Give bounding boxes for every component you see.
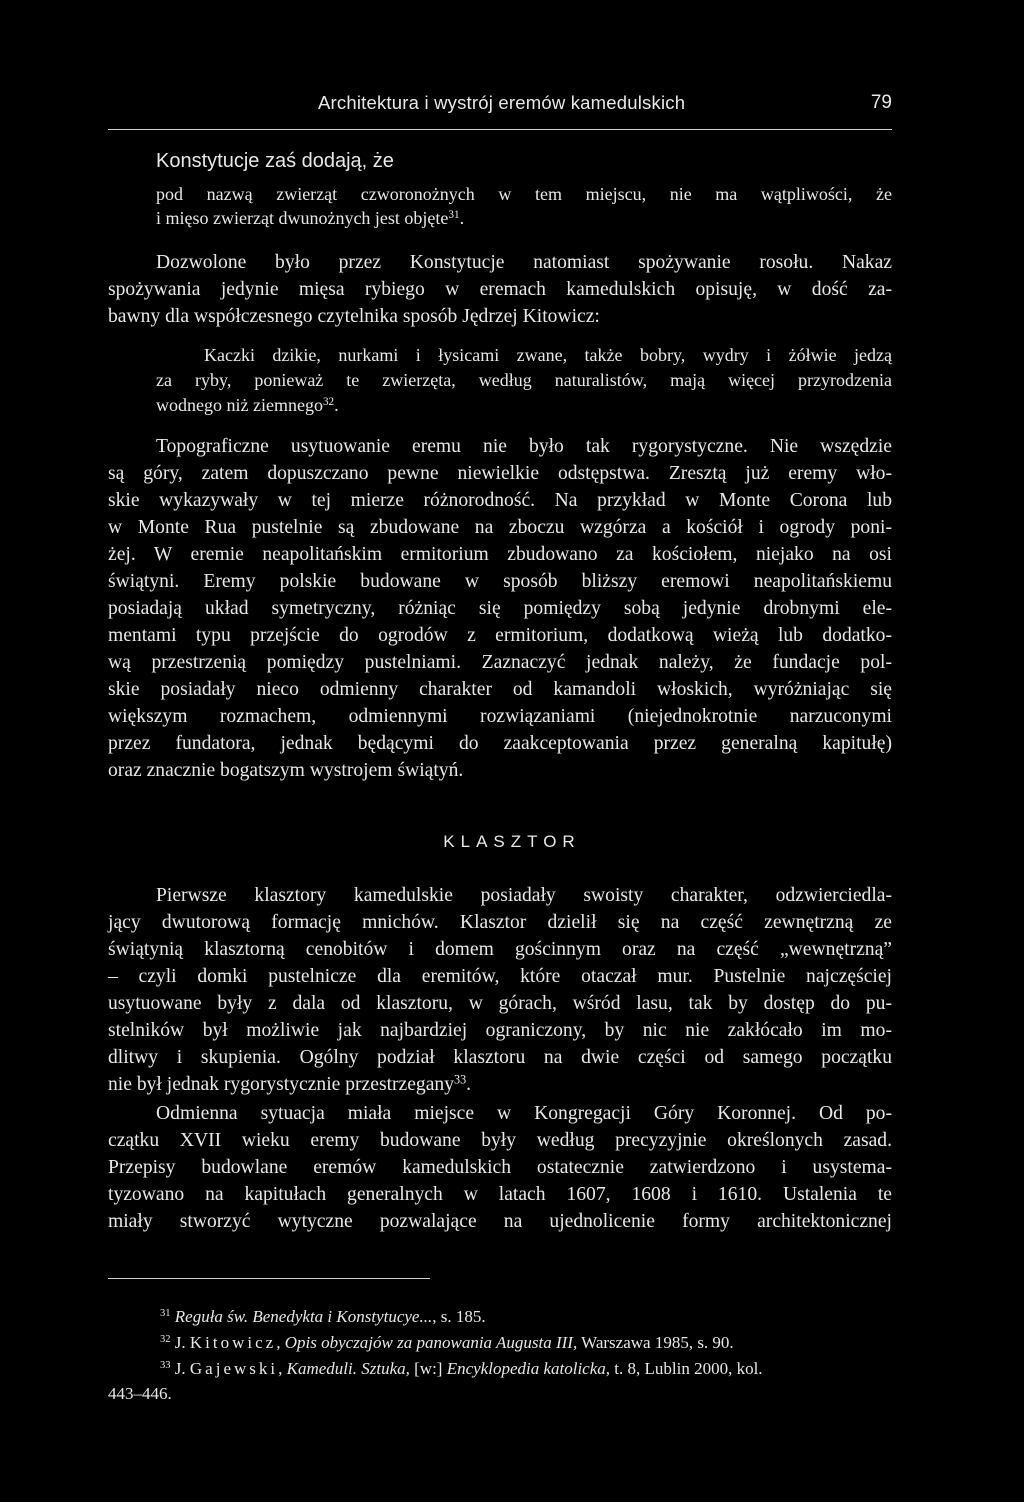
footnote-author: Kitowicz — [189, 1333, 277, 1352]
section-heading: KLASZTOR — [443, 832, 581, 851]
footnote-33 — [160, 1359, 763, 1379]
text-line: świątynią klasztorną cenobitów i domem gościnnym oraz na część „wewnętrzną” — [108, 939, 892, 960]
text-line: żej. W eremie neapolitańskim ermitorium zbudowano za kościołem, niejako na osi — [108, 544, 892, 565]
footnote-author: Gajewski — [189, 1359, 279, 1378]
text-line: usytuowane były z dala od klasztoru, w górach, wśród lasu, tak by dostęp do pu- — [108, 993, 892, 1014]
quote-line: Kaczki dzikie, nurkami i łysicami zwane, także bobry, wydry i żółwie jedzą — [204, 345, 892, 365]
footnote-text: , — [276, 1333, 285, 1352]
text-line: Pierwsze klasztory kamedulskie posiadały swoisty charakter, odzwierciedla- — [156, 885, 892, 906]
quote-text: wodnego niż ziemnego — [156, 395, 323, 415]
footnote-text: t. 8, Lublin 2000, kol. — [610, 1359, 763, 1378]
footnote-text: [w:] — [409, 1359, 447, 1378]
text-line: miały stworzyć wytyczne pozwalające na ujednolicenie formy architektonicznej — [108, 1211, 892, 1232]
footnote-number: 31 — [160, 1308, 171, 1320]
text-span: nie był jednak rygorystycznie przestrzegany — [108, 1074, 455, 1095]
footnote-number: 32 — [160, 1334, 171, 1346]
footnote-number: 33 — [160, 1360, 171, 1372]
text-line: przez fundatora, jednak będącymi do zaakceptowania przez generalną kapitułę) — [108, 733, 892, 754]
text-line: bawny dla współczesnego czytelnika sposób Jędrzej Kitowicz: — [108, 306, 600, 327]
running-header — [108, 92, 892, 122]
text-line: w Monte Rua pustelnie są zbudowane na zboczu wzgórza a kościół i ogrody poni- — [108, 517, 892, 538]
text-line: Odmienna sytuacja miała miejsce w Kongregacji Góry Koronnej. Od po- — [156, 1103, 892, 1124]
quote-line: za ryby, ponieważ te zwierzęta, według naturalistów, mają więcej przyrodzenia — [156, 370, 892, 390]
text-line: mentami typu przejście do ogrodów z ermitorium, dodatkową wieżą lub dodatko- — [108, 625, 892, 646]
page-number: 79 — [870, 92, 892, 113]
intro-line: Konstytucje zaś dodają, że — [156, 150, 394, 172]
footnote-ref: 32 — [322, 395, 335, 408]
footnote-rule — [108, 1278, 430, 1279]
text-line: oraz znacznie bogatszym wystrojem świątyń. — [108, 760, 464, 781]
footnote-text: , — [278, 1359, 287, 1378]
footnote-ref: 33 — [454, 1072, 467, 1087]
text-line: stelników był możliwie jak najbardziej ograniczony, by nic nie zakłócało im mo- — [108, 1020, 892, 1041]
text-line: – czyli domki pustelnicze dla eremitów, które otaczał mur. Pustelnie najczęściej — [108, 966, 892, 987]
text-line: wą przestrzenią pomiędzy pustelniami. Zaznaczyć jednak należy, że fundacje pol- — [108, 652, 892, 673]
footnote-title: Kameduli. Sztuka, — [286, 1359, 410, 1378]
text-line: skie wykazywały w tej mierze różnorodność. Na przykład w Monte Corona lub — [108, 490, 892, 511]
footnote-31 — [160, 1307, 486, 1327]
text-line: dlitwy i skupienia. Ogólny podział klasztoru na dwie części od samego początku — [108, 1047, 892, 1068]
quote-line: pod nazwą zwierząt czworonożnych w tem miejscu, nie ma wątpliwości, że — [156, 184, 892, 204]
text-span: . — [466, 1074, 472, 1095]
text-line: Dozwolone było przez Konstytucje natomiast spożywanie rosołu. Nakaz — [156, 252, 892, 273]
footnote-continuation: 443–446. — [108, 1384, 172, 1403]
footnote-32 — [160, 1333, 734, 1353]
text-line: Topograficzne usytuowanie eremu nie było tak rygorystyczne. Nie wszędzie — [156, 436, 892, 457]
quote-text: . — [334, 395, 339, 415]
footnote-title: Reguła św. Benedykta i Konstytucye... — [174, 1307, 433, 1326]
footnote-title: Opis obyczajów za panowania Augusta III, — [284, 1333, 578, 1352]
footnote-text: Warszawa 1985, s. 90. — [577, 1333, 734, 1352]
text-line: jący dwutorową formację mnichów. Klasztor dzielił się na część zewnętrzną ze — [108, 912, 892, 933]
quote-line — [156, 208, 464, 229]
footnote-text: , s. 185. — [432, 1307, 486, 1326]
footnote-text: J. — [174, 1359, 186, 1378]
footnote-title: Encyklopedia katolicka, — [446, 1359, 611, 1378]
text-line: skie posiadały nieco odmienny charakter od kamandoli włoskich, wyróżniając się — [108, 679, 892, 700]
text-line: są góry, zatem dopuszczano pewne niewielkie odstępstwa. Zresztą już eremy wło- — [108, 463, 892, 484]
text-line — [108, 1074, 471, 1096]
running-title: Architektura i wystrój eremów kamedulskich — [318, 92, 686, 113]
text-line: tyzowano na kapitułach generalnych w latach 1607, 1608 i 1610. Ustalenia te — [108, 1184, 892, 1205]
quote-line — [156, 395, 339, 416]
quote-text: . — [459, 208, 465, 228]
text-line: posiadają układ symetryczny, różniąc się pomiędzy sobą jedynie drobnymi ele- — [108, 598, 892, 619]
footnote-ref: 31 — [448, 208, 460, 221]
text-line: spożywania jedynie mięsa rybiego w eremach kamedulskich opisuję, w dość za- — [108, 279, 892, 300]
text-line: większym rozmachem, odmiennymi rozwiązaniami (niejednokrotnie narzuconymi — [108, 706, 892, 727]
quote-text: i mięso zwierząt dwunożnych jest objęte — [156, 208, 449, 228]
text-line: Przepisy budowlane eremów kamedulskich ostatecznie zatwierdzono i usystema- — [108, 1157, 892, 1178]
header-rule — [108, 129, 892, 130]
text-line: świątyni. Eremy polskie budowane w sposób bliższy eremowi neapolitańskiemu — [108, 571, 892, 592]
footnote-text: J. — [174, 1333, 186, 1352]
text-line: czątku XVII wieku eremy budowane były według precyzyjnie określonych zasad. — [108, 1130, 892, 1151]
